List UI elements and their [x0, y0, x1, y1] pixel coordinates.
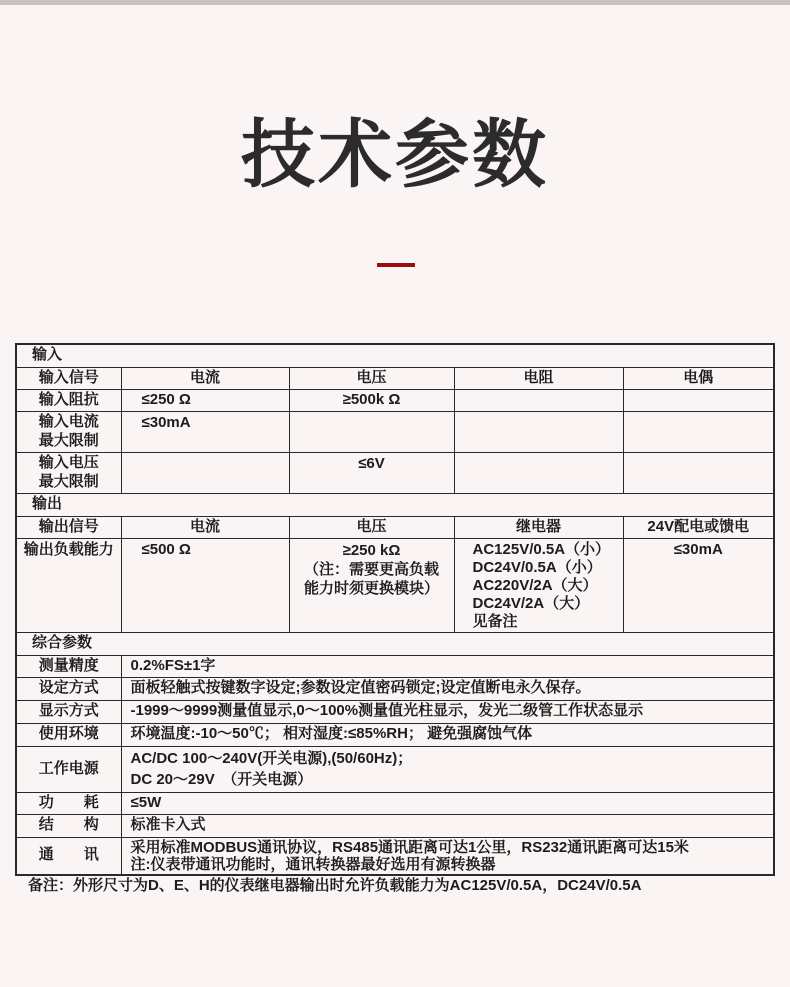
top-divider-bar — [0, 0, 790, 5]
table-row-input-current-limit — [16, 411, 774, 452]
cell-input-signal-thermocouple: 电偶 — [623, 367, 774, 389]
cell-output-load-voltage: ≥250 kΩ （注：需要更高负载 能力时须更换模块） — [289, 538, 454, 632]
table-row-communication — [16, 837, 774, 875]
row-label-structure: 结 构 — [16, 814, 121, 837]
section-header-input: 输入 — [16, 344, 774, 367]
row-label-environment: 使用环境 — [16, 723, 121, 746]
row-label-consumption: 功 耗 — [16, 792, 121, 814]
cell-output-signal-current: 电流 — [121, 516, 289, 538]
table-row-output-load — [16, 538, 774, 632]
cell-communication-value: 采用标准MODBUS通讯协议，RS485通讯距离可达1公里，RS232通讯距离可达15米 注:仪表带通讯功能时，通讯转换器最好选用有源转换器 — [121, 837, 774, 875]
cell-input-impedance-thermocouple — [623, 389, 774, 411]
cell-input-voltage-limit-thermocouple — [623, 452, 774, 493]
row-label-output-signal: 输出信号 — [16, 516, 121, 538]
technical-parameters-table — [15, 343, 775, 876]
cell-input-current-limit-voltage — [289, 411, 454, 452]
cell-structure-value: 标准卡入式 — [121, 814, 774, 837]
cell-output-signal-feed: 24V配电或馈电 — [623, 516, 774, 538]
cell-input-current-limit-thermocouple — [623, 411, 774, 452]
table-row-output-signal — [16, 516, 774, 538]
cell-output-signal-voltage: 电压 — [289, 516, 454, 538]
cell-input-impedance-resistance — [454, 389, 623, 411]
table-row-consumption — [16, 792, 774, 814]
page-title: 技术参数 — [241, 113, 549, 196]
table-row-structure — [16, 814, 774, 837]
table-row-input-signal — [16, 367, 774, 389]
row-label-input-current-limit: 输入电流 最大限制 — [16, 411, 121, 452]
table-row-input-voltage-limit — [16, 452, 774, 493]
cell-input-signal-current: 电流 — [121, 367, 289, 389]
title-underline-accent — [377, 263, 415, 267]
cell-input-signal-voltage: 电压 — [289, 367, 454, 389]
cell-input-current-limit-value: ≤30mA — [121, 411, 289, 452]
cell-input-voltage-limit-resistance — [454, 452, 623, 493]
table-row-output-section — [16, 493, 774, 516]
row-label-communication: 通 讯 — [16, 837, 121, 875]
section-header-general: 综合参数 — [16, 632, 774, 655]
row-label-input-signal: 输入信号 — [16, 367, 121, 389]
cell-input-impedance-voltage: ≥500k Ω — [289, 389, 454, 411]
cell-input-signal-resistance: 电阻 — [454, 367, 623, 389]
row-label-accuracy: 测量精度 — [16, 655, 121, 677]
row-label-setting: 设定方式 — [16, 677, 121, 700]
table-row-accuracy — [16, 655, 774, 677]
table-row-input-impedance — [16, 389, 774, 411]
cell-power-supply-value: AC/DC 100～240V(开关电源),(50/60Hz)； DC 20～29V （开关电源） — [121, 746, 774, 792]
cell-output-signal-relay: 继电器 — [454, 516, 623, 538]
cell-consumption-value: ≤5W — [121, 792, 774, 814]
row-label-input-voltage-limit: 输入电压 最大限制 — [16, 452, 121, 493]
table-row-general-section — [16, 632, 774, 655]
table-row-setting — [16, 677, 774, 700]
cell-input-voltage-limit-current — [121, 452, 289, 493]
table-row-display — [16, 700, 774, 723]
table-footnote: 备注：外形尺寸为D、E、H的仪表继电器输出时允许负载能力为AC125V/0.5A，DC24V/0.5A — [28, 877, 642, 894]
cell-input-current-limit-resistance — [454, 411, 623, 452]
row-label-power-supply: 工作电源 — [16, 746, 121, 792]
row-label-display: 显示方式 — [16, 700, 121, 723]
cell-setting-value: 面板轻触式按键数字设定;参数设定值密码锁定;设定值断电永久保存。 — [121, 677, 774, 700]
cell-output-load-relay: AC125V/0.5A（小） DC24V/0.5A（小） AC220V/2A（大） DC24V/2A（大） 见备注 — [454, 538, 623, 632]
table-row-power-supply — [16, 746, 774, 792]
cell-output-load-feed: ≤30mA — [623, 538, 774, 632]
cell-accuracy-value: 0.2%FS±1字 — [121, 655, 774, 677]
row-label-input-impedance: 输入阻抗 — [16, 389, 121, 411]
table-row-input-section — [16, 344, 774, 367]
cell-output-load-current: ≤500 Ω — [121, 538, 289, 632]
cell-environment-value: 环境温度:-10～50℃； 相对湿度:≤85%RH； 避免强腐蚀气体 — [121, 723, 774, 746]
cell-input-impedance-current: ≤250 Ω — [121, 389, 289, 411]
cell-display-value: -1999～9999测量值显示,0～100%测量值光柱显示，发光二级管工作状态显示 — [121, 700, 774, 723]
row-label-output-load: 输出负载能力 — [16, 538, 121, 632]
section-header-output: 输出 — [16, 493, 774, 516]
cell-input-voltage-limit-value: ≤6V — [289, 452, 454, 493]
table-row-environment — [16, 723, 774, 746]
